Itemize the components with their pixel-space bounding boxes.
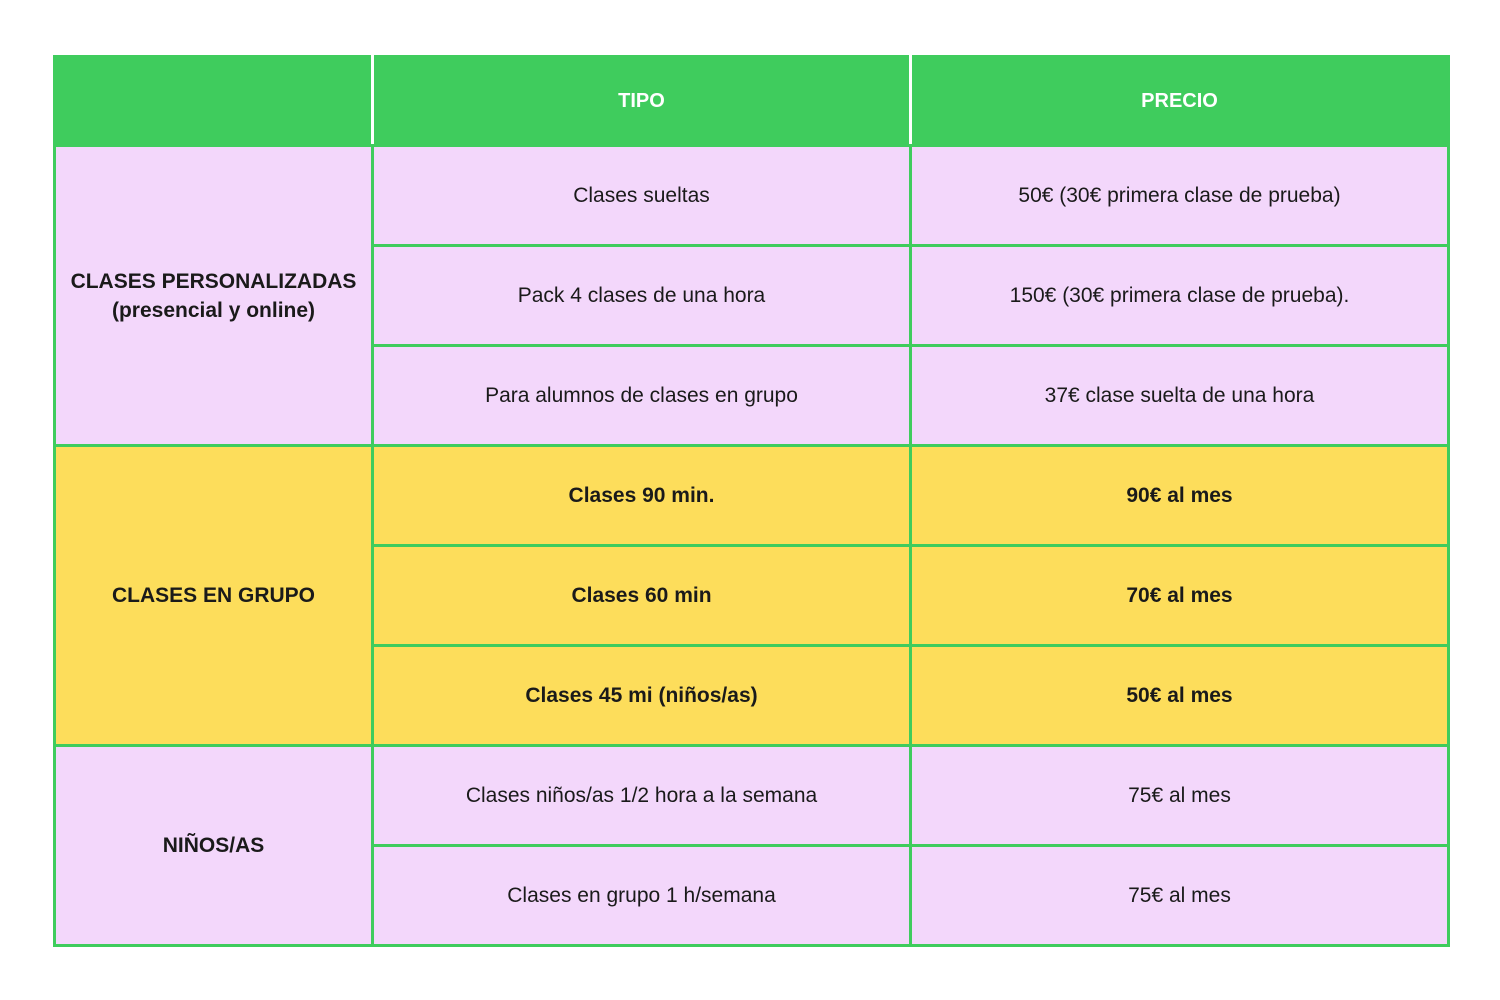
precio-cell: 90€ al mes [911, 446, 1449, 546]
header-precio: PRECIO [911, 57, 1449, 146]
table-row [55, 446, 1449, 546]
header-empty-cell [55, 57, 373, 146]
category-title: CLASES PERSONALIZADAS [70, 269, 357, 293]
tipo-cell: Clases en grupo 1 h/semana [373, 846, 911, 946]
precio-cell: 70€ al mes [911, 546, 1449, 646]
pricing-table [53, 55, 1450, 947]
precio-cell: 50€ (30€ primera clase de prueba) [911, 146, 1449, 246]
tipo-cell: Clases 45 mi (niños/as) [373, 646, 911, 746]
precio-cell: 150€ (30€ primera clase de prueba). [911, 246, 1449, 346]
tipo-cell: Pack 4 clases de una hora [373, 246, 911, 346]
tipo-cell: Clases 90 min. [373, 446, 911, 546]
category-subtitle: (presencial y online) [111, 298, 316, 322]
precio-cell: 75€ al mes [911, 846, 1449, 946]
category-clases-en-grupo: CLASES EN GRUPO [55, 446, 373, 746]
tipo-cell: Para alumnos de clases en grupo [373, 346, 911, 446]
table-row [55, 746, 1449, 846]
category-ninos: NIÑOS/AS [55, 746, 373, 946]
header-tipo: TIPO [373, 57, 911, 146]
tipo-cell: Clases niños/as 1/2 hora a la semana [373, 746, 911, 846]
header-row [55, 57, 1449, 146]
tipo-cell: Clases 60 min [373, 546, 911, 646]
tipo-cell: Clases sueltas [373, 146, 911, 246]
precio-cell: 50€ al mes [911, 646, 1449, 746]
table-row [55, 146, 1449, 246]
precio-cell: 37€ clase suelta de una hora [911, 346, 1449, 446]
category-clases-personalizadas [55, 146, 373, 446]
precio-cell: 75€ al mes [911, 746, 1449, 846]
